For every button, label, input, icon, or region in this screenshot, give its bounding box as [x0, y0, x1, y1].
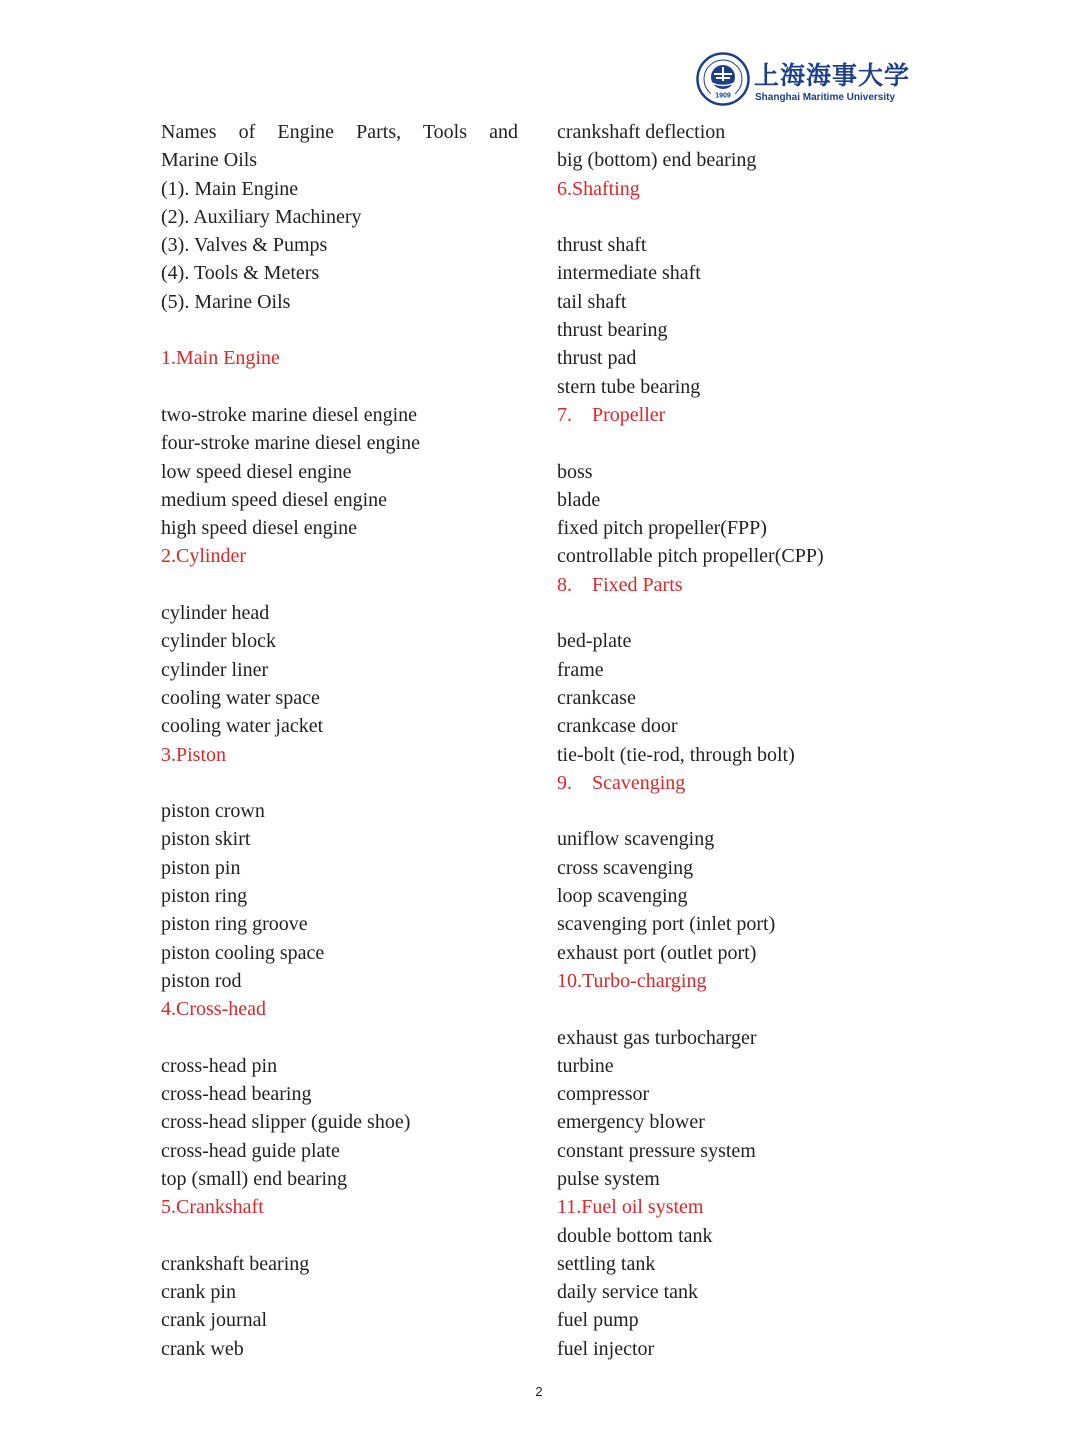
list-item: cross scavenging [557, 856, 694, 879]
blank-line [161, 769, 521, 797]
list-item: intermediate shaft [557, 262, 701, 285]
list-item: frame [557, 658, 604, 681]
list-item: uniflow scavenging [557, 828, 715, 851]
list-item: cross-head slipper (guide shoe) [161, 1111, 411, 1134]
list-item: bed-plate [557, 630, 632, 653]
list-item: cross-head bearing [161, 1083, 312, 1106]
list-item: cylinder head [161, 602, 270, 625]
list-item: piston ring [161, 885, 248, 908]
section-heading: 10.Turbo-charging [557, 969, 707, 992]
list-item: cooling water space [161, 686, 320, 709]
list-item: crankshaft deflection [557, 121, 726, 143]
document-title-line-2: Marine Oils [161, 149, 258, 172]
list-item: controllable pitch propeller(CPP) [557, 545, 824, 568]
list-item: crankshaft bearing [161, 1252, 310, 1275]
list-item: thrust bearing [557, 319, 668, 342]
logo-english-name: Shanghai Maritime University [755, 92, 896, 103]
section-heading: 7. Propeller [557, 403, 666, 426]
list-item: high speed diesel engine [161, 517, 358, 540]
section-heading: 6.Shafting [557, 177, 640, 200]
section-heading: 1.Main Engine [161, 347, 280, 370]
list-item: cylinder block [161, 630, 276, 653]
section-heading: 9. Scavenging [557, 771, 686, 794]
blank-line [557, 995, 917, 1023]
section-heading: 5.Crankshaft [161, 1196, 264, 1219]
section-heading: 4.Cross-head [161, 998, 266, 1021]
list-item: compressor [557, 1083, 650, 1106]
list-item: emergency blower [557, 1111, 705, 1134]
list-item: top (small) end bearing [161, 1167, 348, 1190]
list-item: thrust shaft [557, 234, 647, 257]
list-item: (3). Valves & Pumps [161, 234, 328, 257]
list-item: medium speed diesel engine [161, 488, 388, 511]
page-number: 2 [535, 1384, 543, 1399]
list-item: cooling water jacket [161, 715, 324, 738]
list-item: cylinder liner [161, 658, 269, 681]
section-heading: 2.Cylinder [161, 545, 246, 568]
logo-chinese-name: 上海海事大学 [754, 61, 911, 90]
section-heading: 3.Piston [161, 743, 227, 766]
list-item: settling tank [557, 1252, 656, 1275]
list-item: piston cooling space [161, 941, 325, 964]
list-item: tie-bolt (tie-rod, through bolt) [557, 743, 795, 766]
list-item: loop scavenging [557, 885, 688, 908]
seal-year: 1909 [715, 92, 731, 100]
list-item: double bottom tank [557, 1224, 713, 1247]
list-item: pulse system [557, 1167, 660, 1190]
list-item: crankcase [557, 686, 636, 709]
list-item: piston pin [161, 856, 241, 879]
list-item: (1). Main Engine [161, 177, 299, 200]
right-column [557, 118, 917, 1363]
list-item: piston rod [161, 969, 242, 992]
list-item: (5). Marine Oils [161, 290, 291, 313]
list-item: crank pin [161, 1281, 236, 1304]
blank-line [161, 316, 521, 344]
blank-line [161, 1024, 521, 1052]
list-item: thrust pad [557, 347, 637, 370]
list-item: fuel pump [557, 1309, 639, 1332]
section-heading: 11.Fuel oil system [557, 1196, 704, 1219]
list-item: blade [557, 488, 601, 511]
document-title-line-1: Names of Engine Parts, Tools and [161, 121, 518, 143]
list-item: exhaust port (outlet port) [557, 941, 757, 964]
list-item: low speed diesel engine [161, 460, 352, 483]
right-column-list [557, 118, 917, 1363]
list-item: exhaust gas turbocharger [557, 1026, 757, 1049]
list-item: crank web [161, 1337, 244, 1360]
list-item: four-stroke marine diesel engine [161, 432, 420, 455]
list-item: piston crown [161, 800, 265, 823]
blank-line [161, 1222, 521, 1250]
blank-line [557, 203, 917, 231]
left-column [161, 118, 521, 1363]
left-column-list [161, 175, 521, 1363]
list-item: (2). Auxiliary Machinery [161, 205, 362, 228]
list-item: (4). Tools & Meters [161, 262, 320, 285]
list-item: fuel injector [557, 1337, 655, 1360]
list-item: stern tube bearing [557, 375, 701, 398]
list-item: daily service tank [557, 1281, 699, 1304]
list-item: turbine [557, 1054, 614, 1077]
list-item: boss [557, 460, 593, 483]
list-item: cross-head guide plate [161, 1139, 340, 1162]
list-item: big (bottom) end bearing [557, 149, 757, 172]
list-item: tail shaft [557, 290, 627, 313]
list-item: piston skirt [161, 828, 251, 851]
list-item: piston ring groove [161, 913, 308, 936]
list-item: scavenging port (inlet port) [557, 913, 776, 936]
blank-line [161, 571, 521, 599]
list-item: crank journal [161, 1309, 268, 1332]
university-seal-icon [696, 52, 750, 106]
university-logo [696, 52, 911, 108]
list-item: two-stroke marine diesel engine [161, 403, 418, 426]
blank-line [557, 599, 917, 627]
blank-line [161, 373, 521, 401]
blank-line [557, 797, 917, 825]
list-item: cross-head pin [161, 1054, 278, 1077]
list-item: constant pressure system [557, 1139, 756, 1162]
section-heading: 8. Fixed Parts [557, 573, 683, 596]
blank-line [557, 429, 917, 457]
list-item: fixed pitch propeller(FPP) [557, 517, 767, 540]
list-item: crankcase door [557, 715, 678, 738]
